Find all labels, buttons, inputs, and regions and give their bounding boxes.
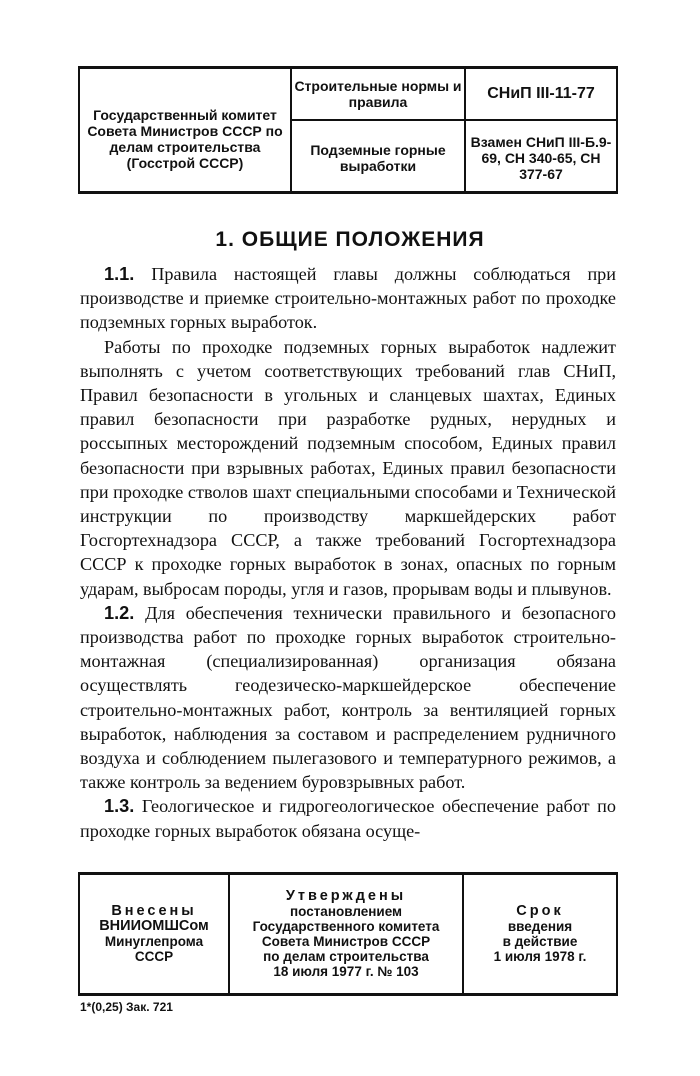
clause-number: 1.2.	[104, 602, 135, 623]
clause-number: 1.3.	[104, 796, 135, 817]
norms-title-line: нормы и правила	[348, 78, 462, 110]
introduced-line: ВНИИОМШСом	[99, 918, 209, 934]
approved-cell	[230, 875, 464, 993]
approved-line: Совета Министров СССР	[261, 934, 431, 949]
clause-number: 1.1.	[104, 264, 135, 284]
section-title: 1. ОБЩИЕ ПОЛОЖЕНИЯ	[215, 228, 485, 251]
introduced-line: Минуглепрома	[104, 934, 204, 949]
issuer-line: Государственный	[93, 107, 218, 123]
term-line: введения	[507, 919, 573, 934]
approved-line: Государственного комитета	[252, 919, 440, 934]
paragraph-1-2	[80, 601, 616, 795]
body-text	[80, 262, 616, 843]
clause-text: Геологическое и гидрогеологическое обеспечение работ по проходке горных выработок обязана осуще-	[80, 796, 617, 841]
chapter-title-line: горные выработки	[339, 141, 446, 174]
issuer-line: (Госстрой СССР)	[126, 155, 244, 171]
replaces-line: СН 340-65,	[504, 149, 577, 166]
paragraph-1-1-cont	[80, 335, 616, 601]
introduced-cell	[80, 875, 230, 993]
issuer-line: Министров СССР	[140, 123, 262, 139]
replaces-line: Взамен	[470, 133, 522, 150]
replaces-line: СНиП III-Б.9-69,	[481, 133, 612, 166]
term-line: 1 июля 1978 г.	[493, 949, 587, 964]
norms-title	[292, 69, 464, 121]
approved-label: Утверждены	[285, 888, 407, 904]
approved-line: 18 июля 1977 г. № 103	[273, 964, 419, 979]
document-code: СНиП III-11-77	[466, 69, 616, 121]
footer-table	[78, 872, 618, 996]
code-cell	[466, 69, 616, 191]
clause-text: Для обеспечения технически правильного и безопасного производства работ по проходке горных выработок строительно-монтажная (специализированная) организация обязана осуществлять геодезическо-маркшейдерское обеспечение строительно-монтажных работ, контроль за вентиляцией горных выработок, наблюдения за составом и распределением рудничного воздуха и соблюдением пылегазового и температурного режимов, а также контроль за ведением буровзрывных работ.	[80, 602, 616, 793]
issuer-line: по делам строительства	[109, 123, 283, 155]
paragraph-1-1	[80, 262, 616, 335]
term-line: в действие	[502, 934, 578, 949]
approved-line: по делам строительства	[263, 949, 429, 964]
approved-line: постановлением	[289, 904, 403, 919]
term-cell	[464, 875, 616, 993]
issuer-cell	[80, 69, 292, 191]
replaces-block	[466, 121, 616, 194]
header-table	[78, 66, 618, 194]
print-footnote: 1*(0,25) Зак. 721	[80, 1000, 173, 1014]
clause-text: Правила настоящей главы должны соблюдаться при производстве и приемке строительно-монтажных работ по проходке подземных горных выработок.	[80, 264, 617, 333]
term-label: Срок	[516, 903, 564, 919]
title-cell	[292, 69, 466, 191]
clause-text: Работы по проходке подземных горных выработок надлежит выполнять с учетом соответствующих требований глав СНиП, Правил безопасности в угольных и сланцевых шахтах, Единых правил безопасности при разработке рудных, нерудных и россыпных месторождений подземным способом, Единых правил безопасности при взрывных работах, Единых правил безопасности при проходке стволов шахт специальными способами и Технической инструкции по производству маркшейдерских работ Госгортехнадзора СССР, а также требований Госгортехнадзора СССР к проходке горных выработок в зонах, опасных по горным ударам, выбросам породы, угля и газов, прорывам воды и плывунов.	[80, 336, 616, 599]
introduced-label: Внесены	[111, 903, 197, 919]
paragraph-1-3	[80, 794, 616, 842]
replaces-line: СН 377-67	[519, 149, 601, 182]
chapter-title	[292, 121, 464, 194]
introduced-line: СССР	[134, 949, 174, 964]
issuer-line: комитет Совета	[87, 107, 277, 139]
chapter-title-line: Подземные	[310, 141, 391, 158]
norms-title-line: Строительные	[294, 78, 398, 94]
